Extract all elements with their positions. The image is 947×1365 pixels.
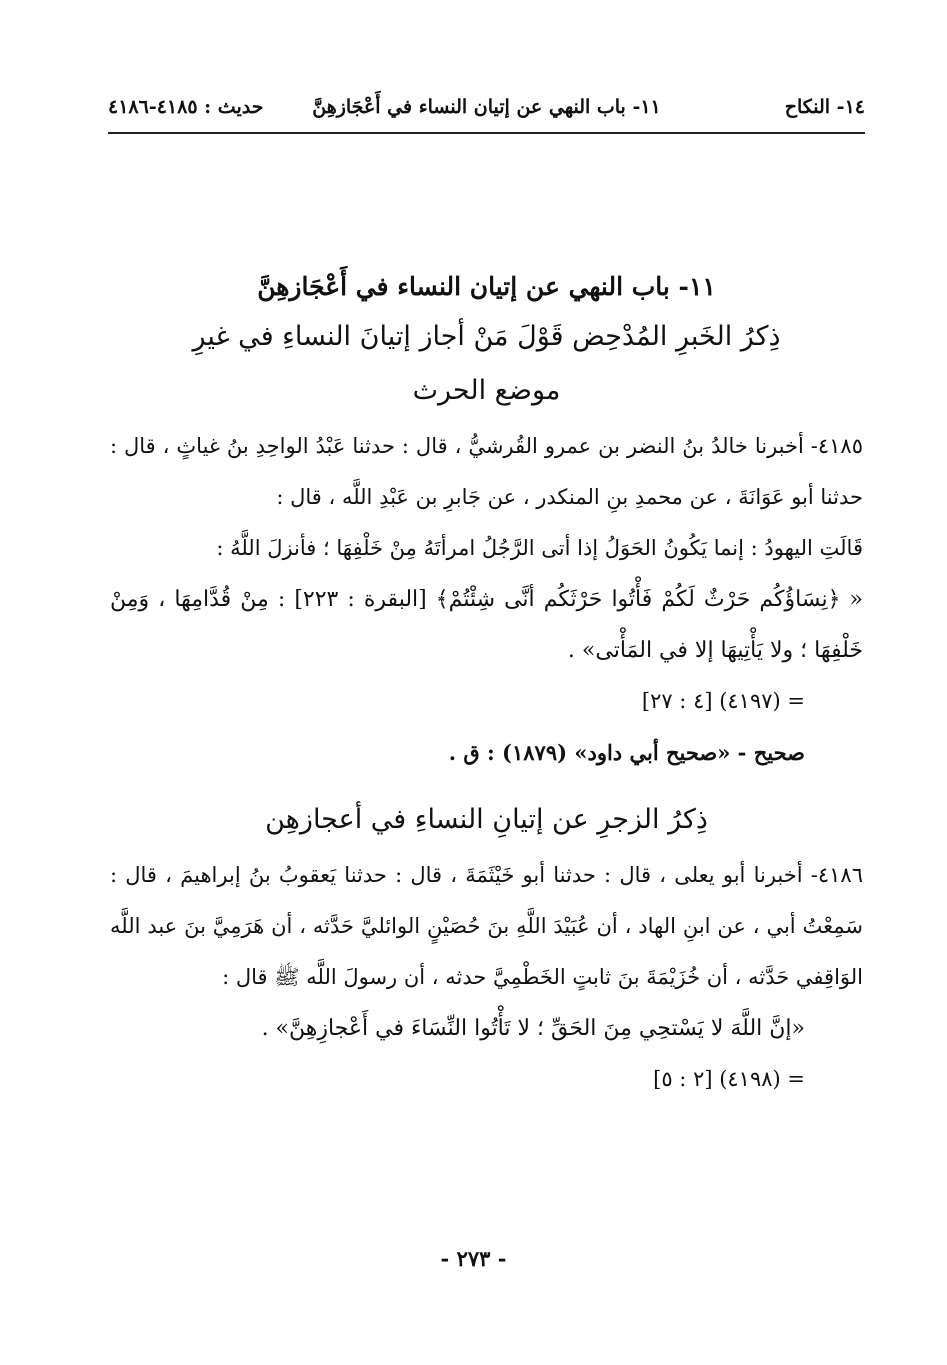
hadith-4186-reference: = (٤١٩٨) [٢ : ٥]	[653, 1067, 805, 1091]
section1-title-line2: موضع الحرث	[412, 375, 561, 406]
chapter-title: ١١- باب النهي عن إتيان النساء في أَعْجَازهِنَّ	[257, 272, 716, 301]
hadith-4186-isnad: ٤١٨٦- أخبرنا أبو يعلى ، قال : حدثنا أبو خَيْثَمَةَ ، قال : حدثنا يَعقوبُ بنُ إبراهيمَ ، قال : سَمِعْتُ أبي ، عن ابنِ الهاد ، أن عُبَيْدَ اللَّهِ بنَ حُصَيْنٍ الوائليَّ حَدَّثه ، أن هَرَمِيَّ بنَ عبد اللَّه الوَاقِفي حَدَّثه ، أن خُزَيْمَةَ بنَ ثابتٍ الخَطْمِيَّ حدثه ، أن رسولَ اللَّه ﷺ قال :	[110, 863, 864, 989]
hadith-4185-reference: = (٤١٩٧) [٤ : ٢٧]	[641, 689, 805, 713]
section2-title: ذِكرُ الزجرِ عن إتيانِ النساءِ في أعجازهِن	[265, 804, 708, 835]
header-divider	[108, 132, 865, 134]
header-book-title: ١٤- النكاح	[784, 96, 865, 118]
hadith-4185-quote: « ﴿نِسَاؤُكُم حَرْثٌ لَكُمْ فَأْتُوا حَرْثَكُم أنَّى شِئْتُمْ﴾ [البقرة : ٢٢٣] : مِنْ قُدَّامِهَا ، وَمِنْ خَلْفِهَا ؛ ولا يَأْتِيهَا إلا في المَأْتى» .	[110, 587, 863, 663]
header-hadith-range: حديث : ٤١٨٥-٤١٨٦	[108, 96, 264, 118]
running-header	[108, 92, 865, 134]
hadith-4185-isnad: ٤١٨٥- أخبرنا خالدُ بنُ النضر بن عمرو القُرشيُّ ، قال : حدثنا عَبْدُ الواحِدِ بنُ غياثٍ ، قال : حدثنا أبو عَوَانَةَ ، عن محمدِ بنِ المنكدر ، عن جَابرِ بن عَبْدِ اللَّه ، قال :	[110, 434, 863, 509]
page-number: - ٢٧٣ -	[440, 1246, 507, 1271]
hadith-4186-quote: «إنَّ اللَّهَ لا يَسْتحِي مِنَ الحَقِّ ؛ لا تَأْتُوا النِّسَاءَ في أَعْجازِهِنَّ» .	[261, 1016, 805, 1041]
hadith-4185-grading: صحيح - «صحيح أبي داود» (١٨٧٩) : ق .	[448, 740, 805, 765]
header-chapter-title: ١١- باب النهي عن إتيان النساء في أَعْجَازهِنَّ	[312, 96, 661, 118]
section1-title-line1: ذِكرُ الخَبرِ المُدْحِض قَوْلَ مَنْ أجاز إتيانَ النساءِ في غيرِ	[192, 321, 781, 352]
page-body	[110, 272, 863, 1105]
hadith-4185-matn: قَالَتِ اليهودُ : إنما يَكُونُ الحَوَلُ إذا أتى الرَّجُلُ امرأتَهُ مِنْ خَلْفِهَا ؛ فأنزلَ اللَّهُ :	[216, 536, 863, 560]
